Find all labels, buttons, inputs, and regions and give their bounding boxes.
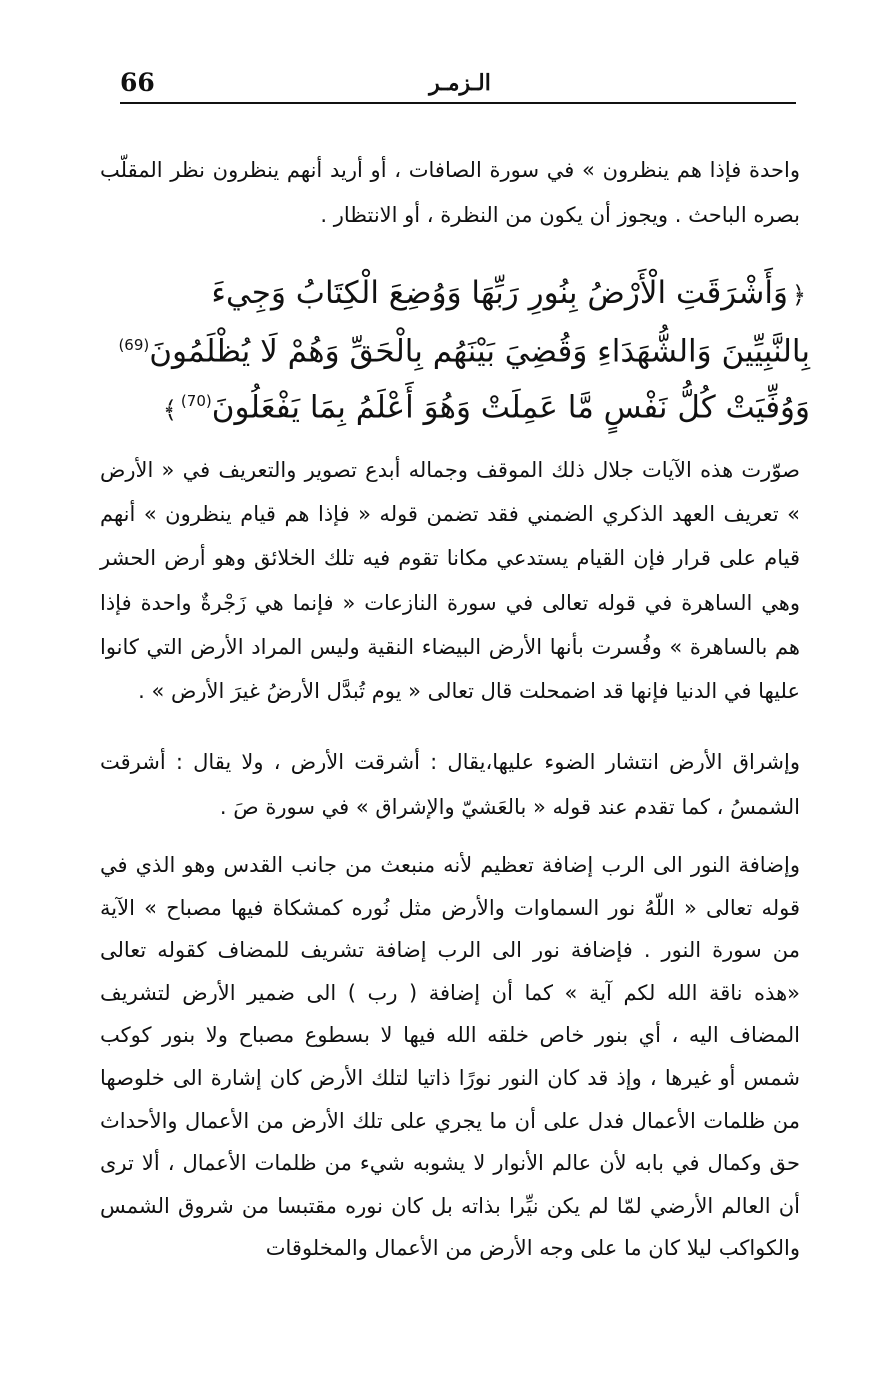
page-header <box>120 60 796 102</box>
commentary-paragraph <box>100 448 800 713</box>
paragraph-text: وإشراق الأرض انتشار الضوء عليها،يقال : أشرقت الأرض ، ولا يقال : أشرقت الشمسُ ، كما تقدم عند قوله « بالعَشيّ والإشراق » في سورة صَ . <box>100 750 800 819</box>
verse-number: (70) <box>180 392 212 411</box>
header-rule <box>120 102 796 104</box>
ornament-close-icon: ﴾ <box>162 395 177 424</box>
commentary-paragraph <box>100 844 800 1270</box>
quran-text: وَوُفِّيَتْ كُلُّ نَفْسٍ مَّا عَمِلَتْ وَهُوَ أَعْلَمُ بِمَا يَفْعَلُونَ <box>211 389 810 426</box>
quran-line-3 <box>100 376 810 434</box>
intro-paragraph <box>100 148 800 238</box>
quran-line-2 <box>100 320 810 376</box>
paragraph-text: صوّرت هذه الآيات جلال ذلك الموقف وجماله أبدع تصوير والتعريف في « الأرض » تعريف العهد الذكري الضمني فقد تضمن قوله « فإذا هم قيام ينظرون » أنهم قيام على قرار فإن القيام يستدعي مكانا تقوم فيه تلك الخلائق وهو أرض الحشر وهي الساهرة في قوله تعالى في سورة النازعات « فإنما هي زَجْرةٌ واحدة فإذا هم بالساهرة » وفُسرت بأنها الأرض البيضاء النقية وليس المراد الأرض التي كانوا عليها في الدنيا فإنها قد اضمحلت قال تعالى « يوم تُبدَّل الأرضُ غيرَ الأرض » . <box>100 458 800 704</box>
verse-number: (69) <box>118 336 150 354</box>
running-title: الـزمـر <box>429 70 491 96</box>
intro-line: واحدة فإذا هم ينظرون » في سورة الصافات ، أو أريد أنهم ينظرون نظر المقلّب <box>100 158 800 182</box>
page-number: 66 <box>120 68 155 97</box>
quran-text: وَأَشْرَقَتِ الْأَرْضُ بِنُورِ رَبِّهَا وَوُضِعَ الْكِتَابُ وَجِيءَ <box>211 275 788 311</box>
intro-line: بصره الباحث . ويجوز أن يكون من النظرة ، أو الانتظار . <box>320 203 800 227</box>
paragraph-text: وإضافة النور الى الرب إضافة تعظيم لأنه منبعث من جانب القدس وهو الذي في قوله تعالى « اللّهُ نور السماوات والأرض مثل نُوره كمشكاة فيها مصباح » الآية من سورة النور . فإضافة نور الى الرب إضافة تشريف للمضاف كقوله تعالى «هذه ناقة الله لكم آية » كما أن إضافة ( رب ) الى ضمير الأرض لتشريف المضاف اليه ، أي بنور خاص خلقه الله فيها لا بسطوع مصباح ولا بنور كوكب شمس أو غيرها ، وإذ قد كان النور نورًا ذاتيا لتلك الأرض كان إشارة الى خلوصها من ظلمات الأعمال فدل على أن ما يجري على تلك الأرض من الأعمال والأحداث حق وكمال في بابه لأن عالم الأنوار لا يشوبه شيء من ظلمات الأعمال ، ألا ترى أن العالم الأرضي لمّا لم يكن نيِّرا بذاته بل كان نوره مقتبسا من شروق الشمس والكواكب ليلا كان ما على وجه الأرض من الأعمال والمخلوقات <box>100 853 800 1261</box>
commentary-paragraph <box>100 740 800 830</box>
quran-verses <box>100 268 810 435</box>
quran-line-1 <box>100 268 810 320</box>
ornament-open-icon: ﴿ <box>791 281 806 309</box>
quran-text: بِالنَّبِيِّينَ وَالشُّهَدَاءِ وَقُضِيَ بَيْنَهُم بِالْحَقِّ وَهُمْ لَا يُظْلَمُونَ <box>149 333 810 370</box>
